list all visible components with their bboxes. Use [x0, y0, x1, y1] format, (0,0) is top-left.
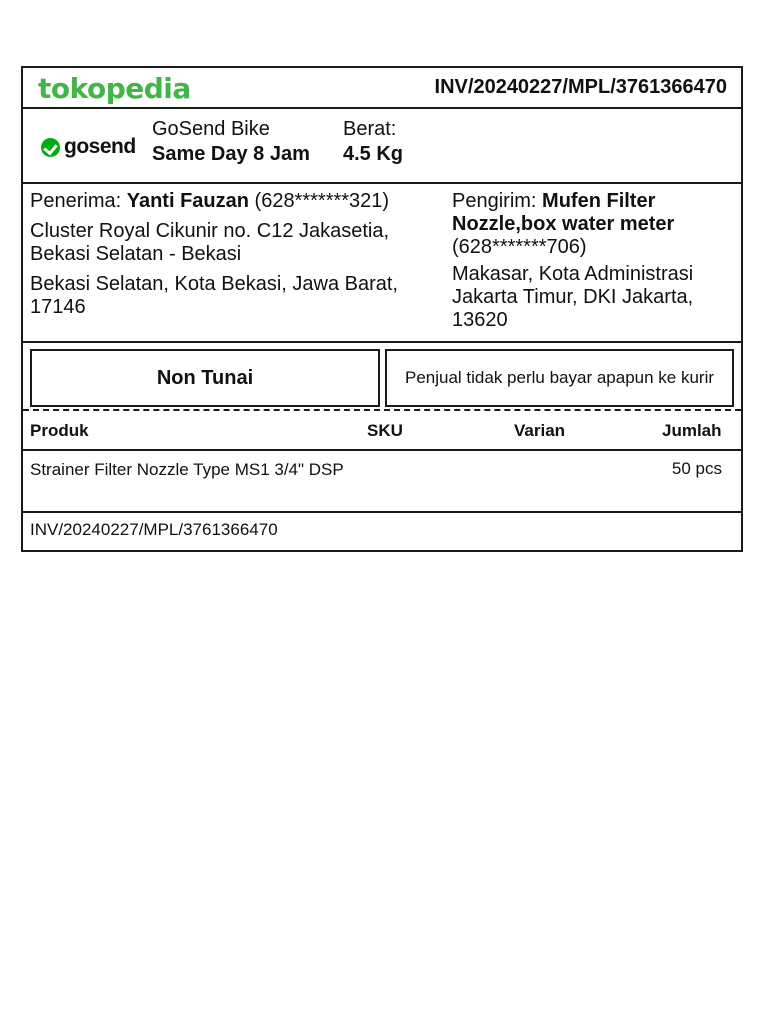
sender-line: [452, 190, 737, 259]
product-quantity: 50 pcs: [671, 459, 722, 478]
column-header-quantity: Jumlah: [662, 421, 722, 440]
footer-invoice-number: INV/20240227/MPL/3761366470: [30, 520, 278, 539]
gosend-check-icon: [41, 138, 60, 157]
address-section: [23, 184, 741, 343]
sender-region: Makasar, Kota Administrasi Jakarta Timur, DKI Jakarta, 13620: [452, 263, 694, 331]
product-name: Strainer Filter Nozzle Type MS1 3/4" DSP: [30, 460, 344, 479]
recipient-line: [30, 190, 435, 213]
invoice-number: INV/20240227/MPL/3761366470: [434, 76, 727, 98]
shipping-label: [21, 66, 743, 552]
sender-label: Pengirim:: [452, 190, 537, 212]
gosend-logo-text: gosend: [64, 135, 136, 158]
product-table-header: [23, 411, 741, 451]
column-header-product: Produk: [30, 421, 89, 440]
recipient-name: Yanti Fauzan: [126, 190, 249, 212]
column-header-sku: SKU: [367, 421, 403, 440]
sender-name: Mufen Filter Nozzle,box water meter: [452, 190, 675, 235]
recipient-label: Penerima:: [30, 190, 122, 212]
payment-note: Penjual tidak perlu bayar apapun ke kurir: [385, 349, 734, 407]
recipient-block: [30, 190, 435, 319]
table-row: [23, 451, 741, 513]
recipient-region: Bekasi Selatan, Kota Bekasi, Jawa Barat, 17146: [30, 273, 398, 318]
payment-section: [23, 343, 741, 411]
label-footer: [23, 513, 741, 550]
payment-method: Non Tunai: [30, 349, 380, 407]
gosend-logo: [41, 135, 136, 159]
label-header: [23, 68, 741, 109]
recipient-phone: (628*******321): [254, 190, 390, 212]
weight-value: 4.5 Kg: [343, 143, 404, 165]
column-header-variant: Varian: [514, 421, 566, 440]
recipient-address: Cluster Royal Cikunir no. C12 Jakasetia, Bekasi Selatan - Bekasi: [30, 220, 390, 265]
sender-block: [452, 190, 737, 332]
weight-label: Berat:: [343, 118, 397, 140]
tokopedia-logo: tokopedia: [38, 72, 191, 105]
sender-phone: (628*******706): [452, 236, 587, 258]
service-name: GoSend Bike: [152, 118, 270, 140]
service-type: Same Day 8 Jam: [152, 143, 310, 165]
shipping-info: [23, 109, 741, 184]
